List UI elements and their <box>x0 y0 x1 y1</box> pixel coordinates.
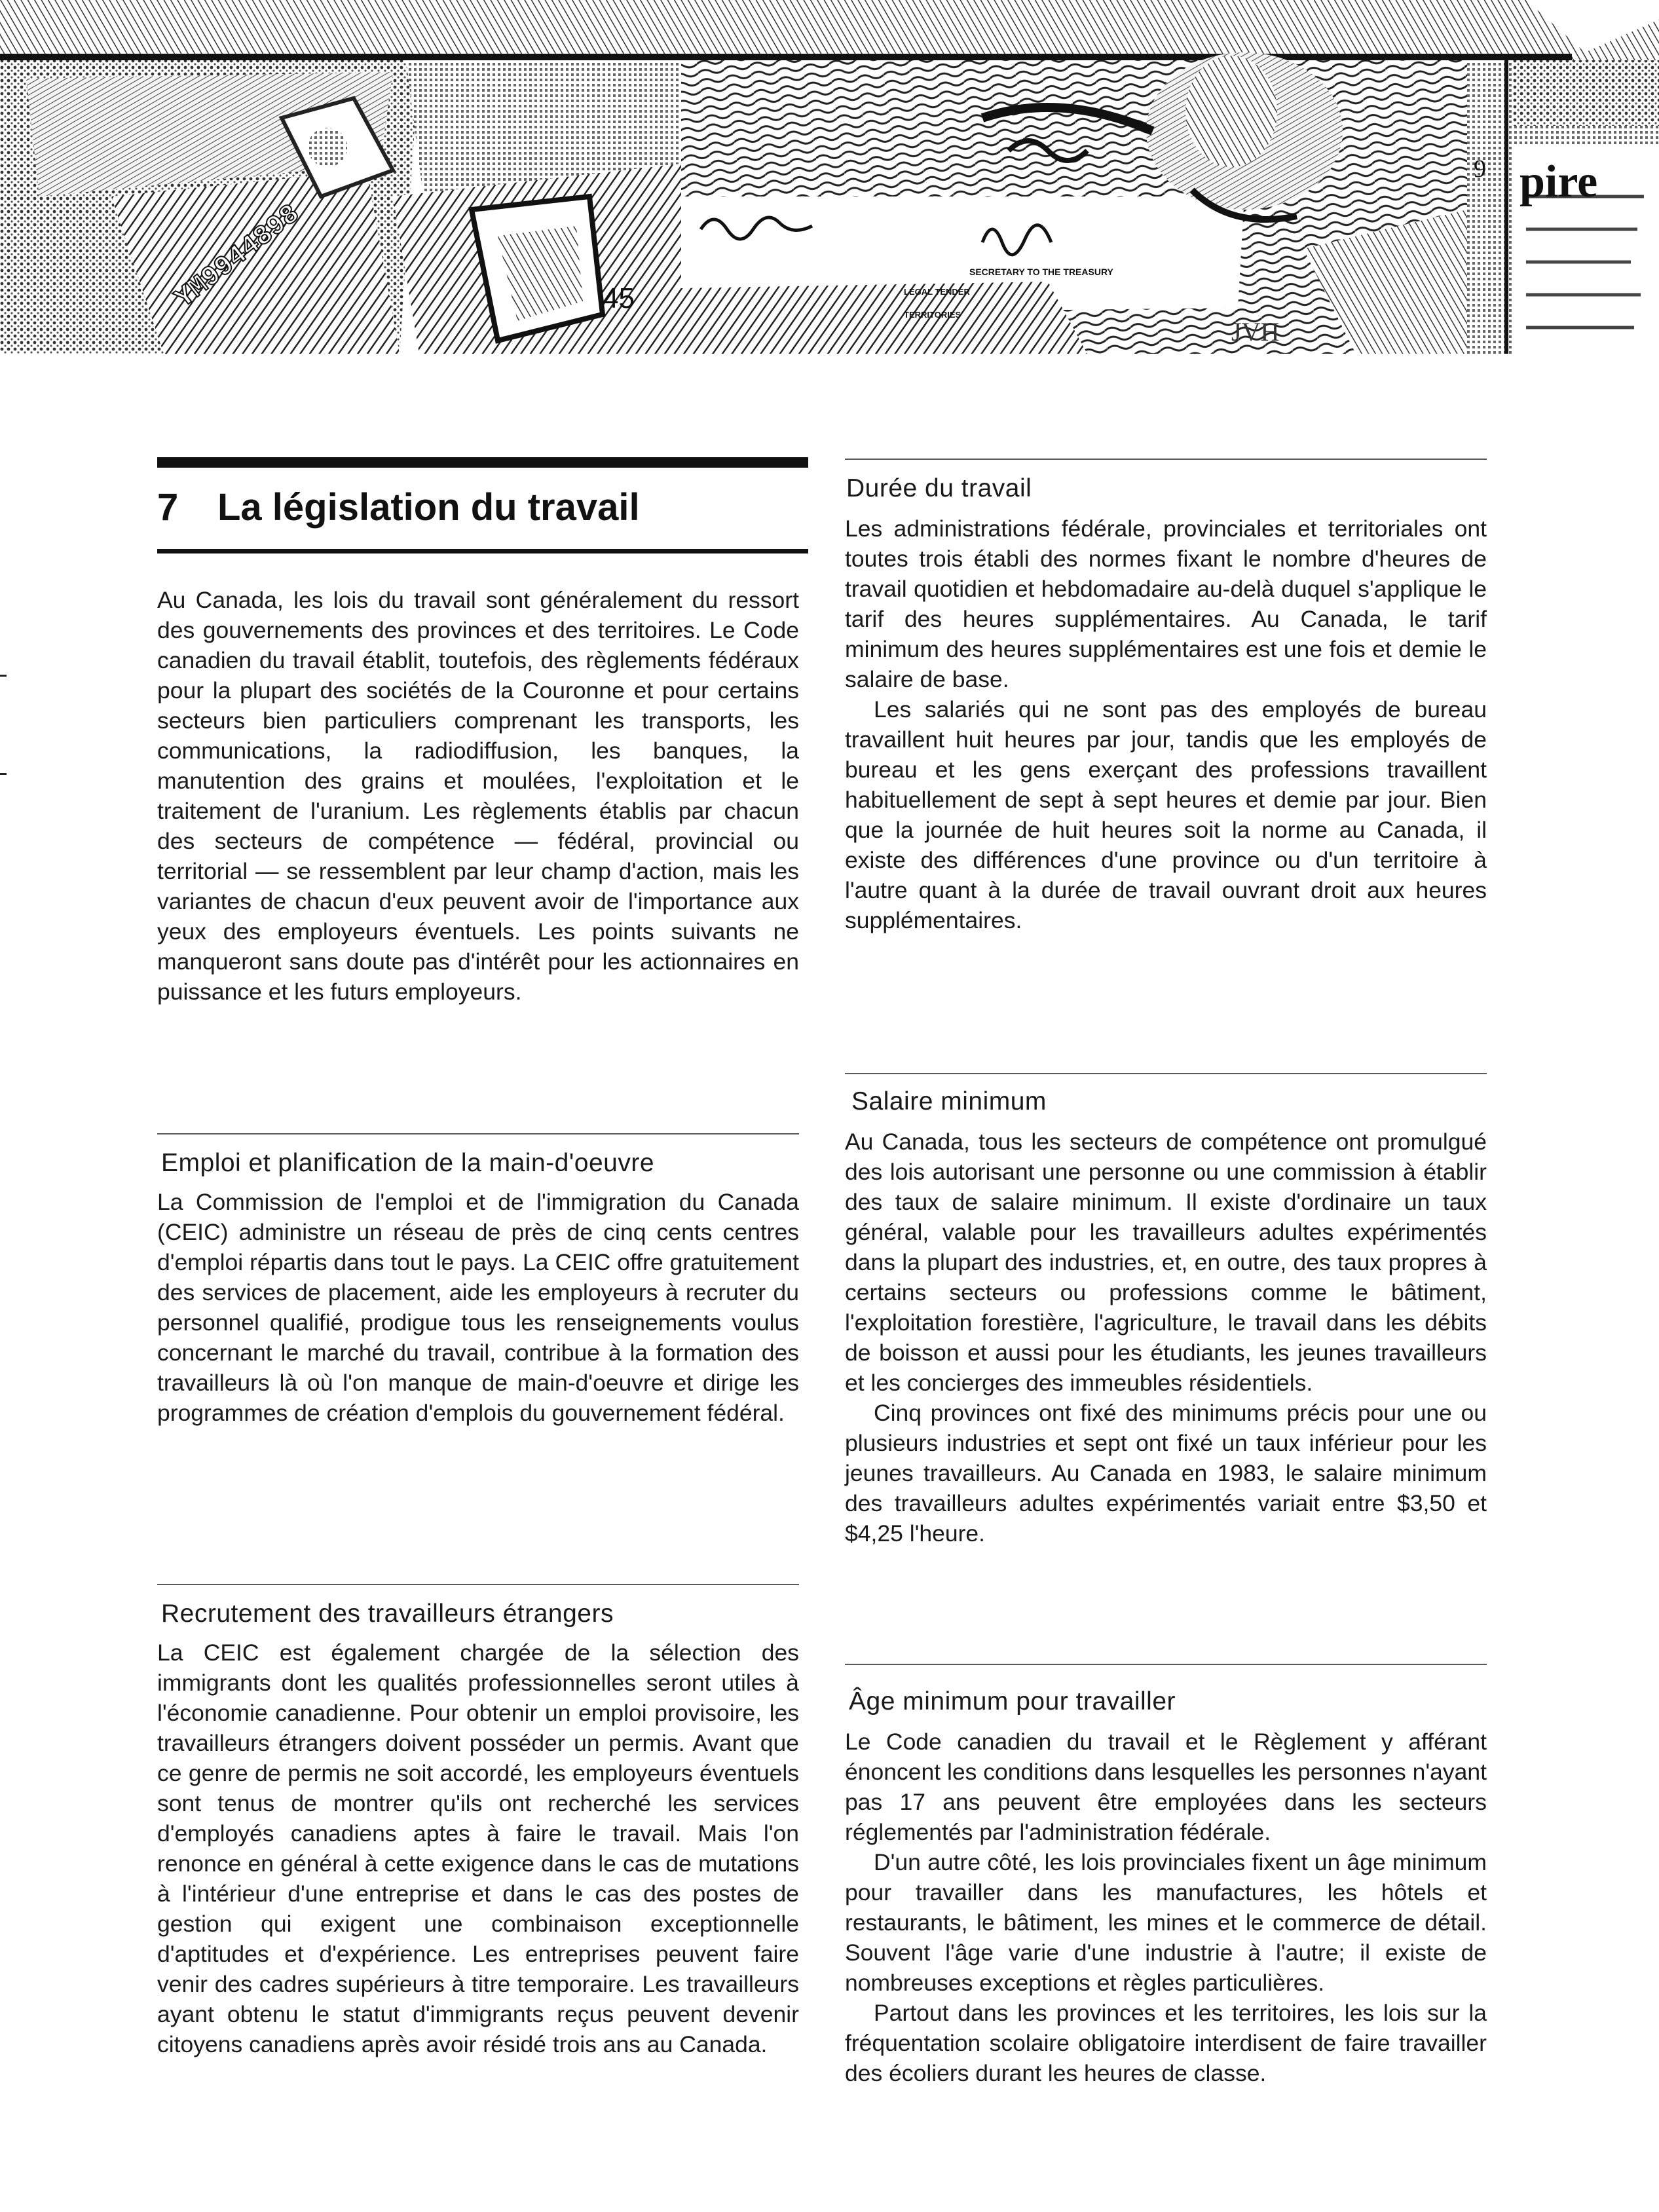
margin-tick <box>0 773 7 775</box>
chapter-number: 7 <box>157 486 179 529</box>
engraver-initials: JVH <box>1231 317 1280 347</box>
section-title-age: Âge minimum pour travailler <box>849 1687 1176 1715</box>
section-title-duree: Durée du travail <box>846 474 1032 502</box>
section-age <box>845 1727 1487 2088</box>
section-title-salaire: Salaire minimum <box>851 1087 1047 1115</box>
section-rule <box>845 459 1487 460</box>
section-duree <box>845 514 1487 935</box>
paragraph: Les administrations fédérale, provinciales et territoriales ont toutes trois établi des normes fixant le nombre d'heures de travail quotidien et hebdomadaire au-delà duquel s'applique le tarif des heures supplémentaires. Au Canada, le tarif minimum des heures supplémentaires est une fois et demie le salaire de base. <box>845 516 1487 692</box>
section-rule <box>157 1133 799 1134</box>
section-rule <box>845 1073 1487 1074</box>
serial-number: YM9944898 <box>169 198 306 315</box>
section-salaire <box>845 1127 1487 1548</box>
section-rule <box>157 1584 799 1585</box>
paragraph: Au Canada, tous les secteurs de compétence ont promulgué des lois autorisant une personne ou une commission à établir des taux de salaire minimum. Il existe d'ordinaire un taux général, valable pour les travailleurs adultes expérimentés dans la plupart des industries, et, en outre, des taux propres à certains secteurs ou professions comme le bâtiment, l'exploitation forestière, l'agriculture, le travail dans les débits de boisson et aussi pour les étudiants, les jeunes travailleurs et les concierges des immeubles résidentiels. <box>845 1129 1487 1396</box>
paragraph: D'un autre côté, les lois provinciales fixent un âge minimum pour travailler dans les manufactures, les hôtels et restaurants, le bâtiment, les mines et le commerce de détail. Souvent l'âge varie d'une industrie à l'autre; il existe de nombreuses exceptions et règles particulières. <box>845 1849 1487 1996</box>
section-title-emploi: Emploi et planification de la main-d'oeuvre <box>161 1149 655 1177</box>
section-title-recrutement: Recrutement des travailleurs étrangers <box>161 1600 614 1628</box>
signature-caption-2: LEGAL TENDER <box>904 287 970 297</box>
signature-caption-3: TERRITORIES <box>904 310 961 320</box>
denomination-label: 45 <box>603 282 635 314</box>
section-emploi <box>157 1187 799 1428</box>
paragraph: La CEIC est également chargée de la sélection des immigrants dont les qualités professionnelles seront utiles à l'économie canadienne. Pour obtenir un emploi provisoire, les travailleurs étrangers doivent posséder un permis. Avant que ce genre de permis ne soit accordé, les employeurs éventuels sont tenus de montrer qu'ils ont recherché les services d'employés canadiens aptes à faire le travail. Mais l'on renonce en général à cette exigence dans le cas de mutations à l'intérieur d'une entreprise et dans le cas des postes de gestion qui exigent une combinaison exceptionnelle d'aptitudes et d'expérience. Les entreprises peuvent faire venir des cadres supérieurs à titre temporaire. Les travailleurs ayant obtenu le statut d'immigrants reçus peuvent devenir citoyens canadiens après avoir résidé trois ans au Canada. <box>157 1640 799 2057</box>
engraved-strip-top <box>0 0 1659 60</box>
margin-tick <box>0 675 7 677</box>
paragraph: Le Code canadien du travail et le Règlement y afférant énoncent les conditions dans lesquelles les personnes n'ayant pas 17 ans peuvent être employées dans les secteurs réglementés par l'administration fédérale. <box>845 1729 1487 1845</box>
chapter-intro <box>157 585 799 1007</box>
section-recrutement <box>157 1638 799 2059</box>
edge-word: pire <box>1519 157 1598 207</box>
paragraph: Les salariés qui ne sont pas des employés de bureau travaillent huit heures par jour, tandis que les employés de bureau et les gens exerçant des professions travaillent habituellement de sept à sept heures et demie par jour. Bien que la journée de huit heures soit la norme au Canada, il existe des différences d'une province ou d'un territoire à l'autre quant à la durée de travail ouvrant droit aux heures supplémentaires. <box>845 696 1487 933</box>
page-fragment-number: 9 <box>1474 155 1486 183</box>
banknote-collage-banner <box>0 0 1659 367</box>
chapter-heading <box>157 485 640 531</box>
chapter-rule-top <box>157 457 808 468</box>
chapter-rule-bottom <box>157 549 808 553</box>
section-rule <box>845 1664 1487 1665</box>
intro-paragraph: Au Canada, les lois du travail sont généralement du ressort des gouvernements des provinces et des territoires. Le Code canadien du travail établit, toutefois, des règlements fédéraux pour la plupart des sociétés de la Couronne et pour certains secteurs bien particuliers comprenant les transports, les communications, la radiodiffusion, les banques, la manutention des grains et moulées, l'exploitation et le traitement de l'uranium. Les règlements établis par chacun des secteurs de compétence — fédéral, provincial ou territorial — se ressemblent par leur champ d'action, mais les variantes de chacun d'eux peuvent avoir de l'importance aux yeux des employeurs éventuels. Les points suivants ne manqueront sans doute pas d'intérêt pour les actionnaires en puissance et les futurs employeurs. <box>157 587 799 1005</box>
signature-caption-1: SECRETARY TO THE TREASURY <box>969 267 1113 277</box>
paragraph: Partout dans les provinces et les territoires, les lois sur la fréquentation scolaire obligatoire interdisent de faire travailler des écoliers durant les heures de classe. <box>845 2000 1487 2086</box>
chapter-title: La législation du travail <box>217 486 640 529</box>
paragraph: La Commission de l'emploi et de l'immigration du Canada (CEIC) administre un réseau de près de cinq cents centres d'emploi répartis dans tout le pays. La CEIC offre gratuitement des services de placement, aide les employeurs à recruter du personnel qualifié, prodigue tous les renseignements voulus concernant le marché du travail, contribue à la formation des travailleurs là où l'on manque de main-d'oeuvre et dirige les programmes de création d'emplois du gouvernement fédéral. <box>157 1189 799 1426</box>
paragraph: Cinq provinces ont fixé des minimums précis pour une ou plusieurs industries et sept ont fixé un taux inférieur pour les jeunes travailleurs. Au Canada en 1983, le salaire minimum des travailleurs adultes expérimentés variait entre $3,50 et $4,25 l'heure. <box>845 1400 1487 1547</box>
